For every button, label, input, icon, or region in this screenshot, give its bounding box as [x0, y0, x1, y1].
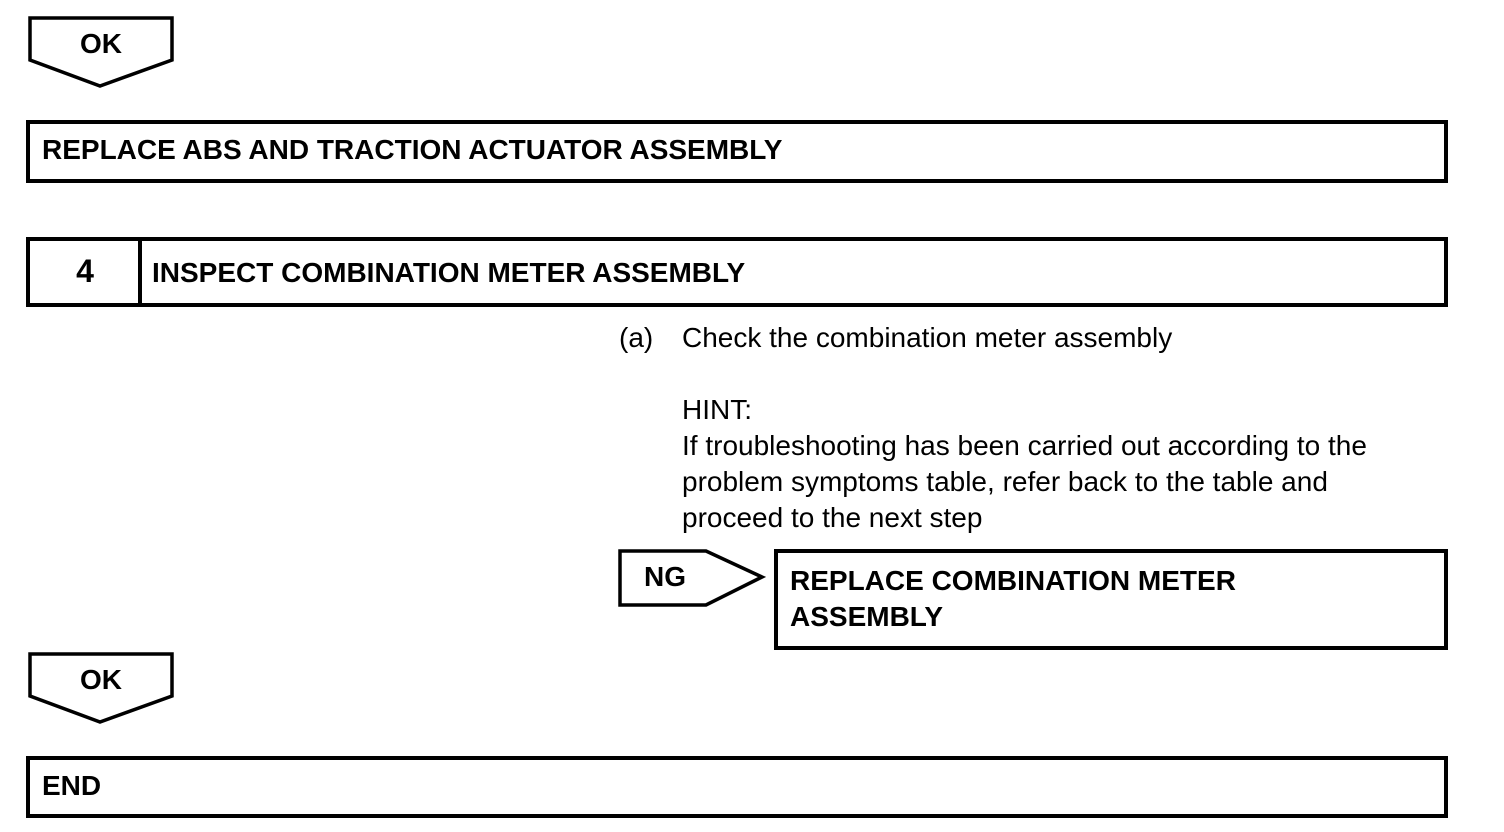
- step-number: 4: [76, 253, 94, 289]
- ok-arrow-bottom: [28, 652, 174, 726]
- ok-label-top: OK: [80, 28, 122, 59]
- replace-meter-line-1: REPLACE COMBINATION METER: [790, 565, 1236, 596]
- replace-abs-box: [26, 120, 1448, 183]
- ng-arrow: [618, 549, 766, 609]
- instruction-marker: (a): [619, 322, 654, 353]
- step-4-box: [26, 237, 1448, 307]
- ok-label-bottom: OK: [80, 664, 122, 695]
- end-title: END: [42, 770, 102, 801]
- end-box: [26, 756, 1448, 818]
- hint-line-2: problem symptoms table, refer back to the table and: [682, 466, 1328, 497]
- replace-meter-line-2: ASSEMBLY: [790, 601, 944, 632]
- instruction-text: Check the combination meter assembly: [682, 322, 1173, 353]
- replace-abs-title: REPLACE ABS AND TRACTION ACTUATOR ASSEMBLY: [42, 134, 783, 165]
- hint-line-1: If troubleshooting has been carried out according to the: [682, 430, 1367, 461]
- ng-label: NG: [644, 561, 686, 592]
- hint-label: HINT:: [682, 394, 752, 425]
- ok-arrow-top: [28, 16, 174, 90]
- step-divider: [138, 241, 142, 303]
- replace-meter-box: [774, 549, 1448, 650]
- step-title: INSPECT COMBINATION METER ASSEMBLY: [152, 257, 746, 288]
- hint-line-3: proceed to the next step: [682, 502, 983, 533]
